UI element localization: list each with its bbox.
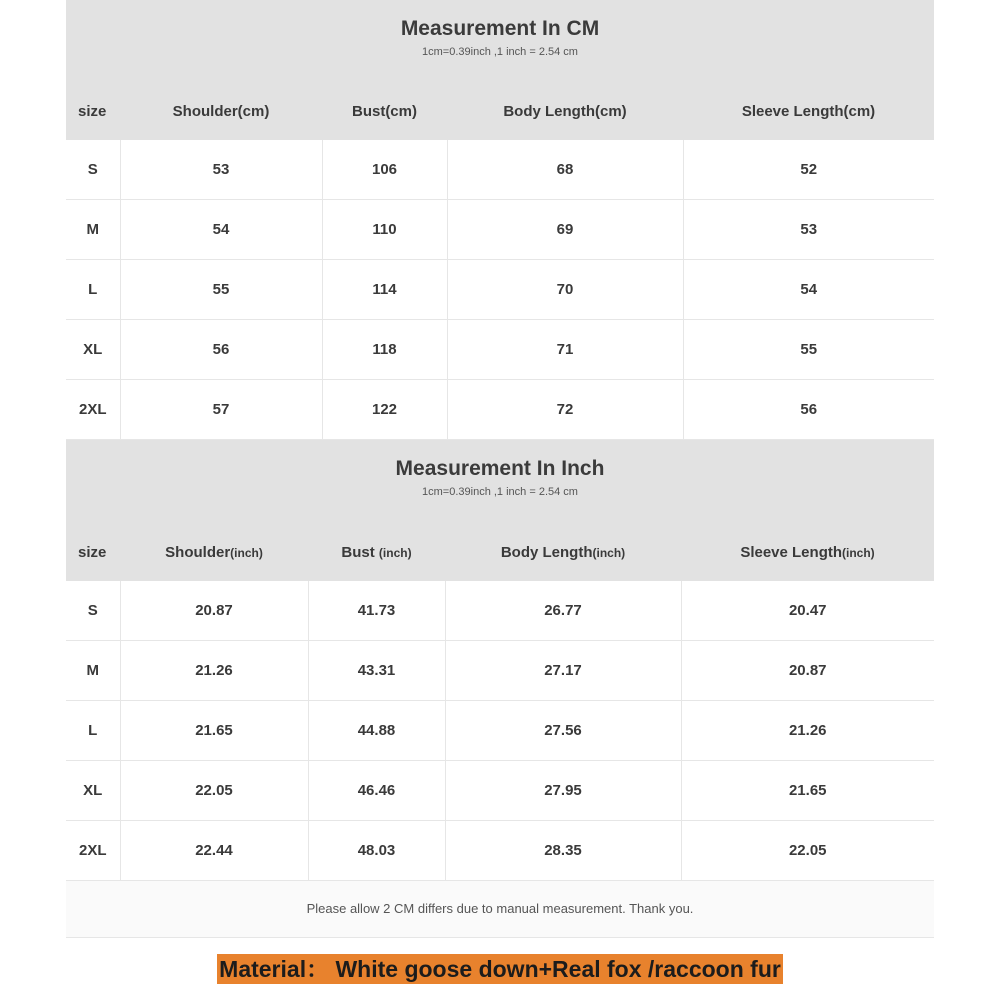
header-label: Sleeve Length: [740, 543, 843, 561]
size-cell: M: [66, 200, 120, 260]
table-row: [66, 701, 934, 761]
measurement-note: Please allow 2 CM differs due to manual measurement. Thank you.: [66, 881, 934, 938]
cm-header-row: [66, 82, 934, 140]
body-length-cell: 68: [447, 140, 683, 200]
size-cell: 2XL: [66, 821, 120, 881]
header-label: Bust: [341, 543, 379, 561]
table-row: [66, 581, 934, 641]
bust-cell: 46.46: [308, 761, 445, 821]
body-length-cell: 27.17: [445, 641, 681, 701]
header-unit: (inch): [378, 545, 412, 560]
header-unit: (inch): [230, 545, 263, 560]
body-length-cell: 72: [447, 380, 683, 440]
header-label: Body Length: [500, 543, 593, 561]
shoulder-cell: 56: [120, 320, 322, 380]
size-chart: [66, 0, 934, 984]
body-length-cell: 70: [447, 260, 683, 320]
body-length-cell: 69: [447, 200, 683, 260]
sleeve-length-cell: 55: [683, 320, 934, 380]
shoulder-cell: 53: [120, 140, 322, 200]
header-unit: (inch): [842, 545, 875, 560]
shoulder-cell: 21.26: [120, 641, 308, 701]
inch-header-sleeve-length: [681, 523, 934, 581]
shoulder-cell: 22.05: [120, 761, 308, 821]
header-label: Shoulder: [165, 543, 231, 561]
size-cell: XL: [66, 320, 120, 380]
inch-header-shoulder: [120, 523, 308, 581]
table-row: [66, 260, 934, 320]
size-cell: 2XL: [66, 380, 120, 440]
sleeve-length-cell: 20.47: [681, 581, 934, 641]
size-cell: XL: [66, 761, 120, 821]
sleeve-length-cell: 53: [683, 200, 934, 260]
body-length-cell: 71: [447, 320, 683, 380]
body-length-cell: 26.77: [445, 581, 681, 641]
cm-section-header: [66, 0, 934, 82]
cm-header-size: size: [66, 82, 120, 140]
bust-cell: 48.03: [308, 821, 445, 881]
inch-table: [66, 523, 934, 881]
sleeve-length-cell: 21.65: [681, 761, 934, 821]
sleeve-length-cell: 52: [683, 140, 934, 200]
sleeve-length-cell: 20.87: [681, 641, 934, 701]
size-cell: L: [66, 260, 120, 320]
shoulder-cell: 54: [120, 200, 322, 260]
inch-header-body-length: [445, 523, 681, 581]
cm-table: [66, 82, 934, 440]
shoulder-cell: 20.87: [120, 581, 308, 641]
sleeve-length-cell: 54: [683, 260, 934, 320]
sleeve-length-cell: 21.26: [681, 701, 934, 761]
sleeve-length-cell: 22.05: [681, 821, 934, 881]
table-row: [66, 320, 934, 380]
size-cell: M: [66, 641, 120, 701]
size-cell: L: [66, 701, 120, 761]
cm-header-bust: Bust(cm): [322, 82, 447, 140]
cm-title: Measurement In CM: [400, 17, 600, 40]
shoulder-cell: 57: [120, 380, 322, 440]
inch-header-size: size: [66, 523, 120, 581]
table-row: [66, 821, 934, 881]
cm-subtitle: 1cm=0.39inch ,1 inch = 2.54 cm: [422, 46, 578, 58]
body-length-cell: 27.95: [445, 761, 681, 821]
bust-cell: 44.88: [308, 701, 445, 761]
sleeve-length-cell: 56: [683, 380, 934, 440]
bust-cell: 114: [322, 260, 447, 320]
table-row: [66, 761, 934, 821]
cm-header-shoulder: Shoulder(cm): [120, 82, 322, 140]
header-unit: (inch): [592, 545, 626, 560]
shoulder-cell: 21.65: [120, 701, 308, 761]
material-banner: [66, 938, 934, 984]
bust-cell: 110: [322, 200, 447, 260]
cm-header-sleeve-length: Sleeve Length(cm): [683, 82, 934, 140]
shoulder-cell: 55: [120, 260, 322, 320]
bust-cell: 43.31: [308, 641, 445, 701]
table-row: [66, 200, 934, 260]
bust-cell: 41.73: [308, 581, 445, 641]
table-row: [66, 380, 934, 440]
bust-cell: 118: [322, 320, 447, 380]
bust-cell: 106: [322, 140, 447, 200]
inch-header-row: [66, 523, 934, 581]
size-cell: S: [66, 581, 120, 641]
bust-cell: 122: [322, 380, 447, 440]
table-row: [66, 641, 934, 701]
inch-title: Measurement In Inch: [395, 457, 605, 480]
inch-section-header: [66, 440, 934, 523]
cm-header-body-length: Body Length(cm): [447, 82, 683, 140]
inch-header-bust: [308, 523, 445, 581]
size-cell: S: [66, 140, 120, 200]
material-label: Material： White goose down+Real fox /raccoon fur: [219, 956, 781, 982]
inch-subtitle: 1cm=0.39inch ,1 inch = 2.54 cm: [422, 486, 578, 498]
body-length-cell: 28.35: [445, 821, 681, 881]
shoulder-cell: 22.44: [120, 821, 308, 881]
table-row: [66, 140, 934, 200]
body-length-cell: 27.56: [445, 701, 681, 761]
